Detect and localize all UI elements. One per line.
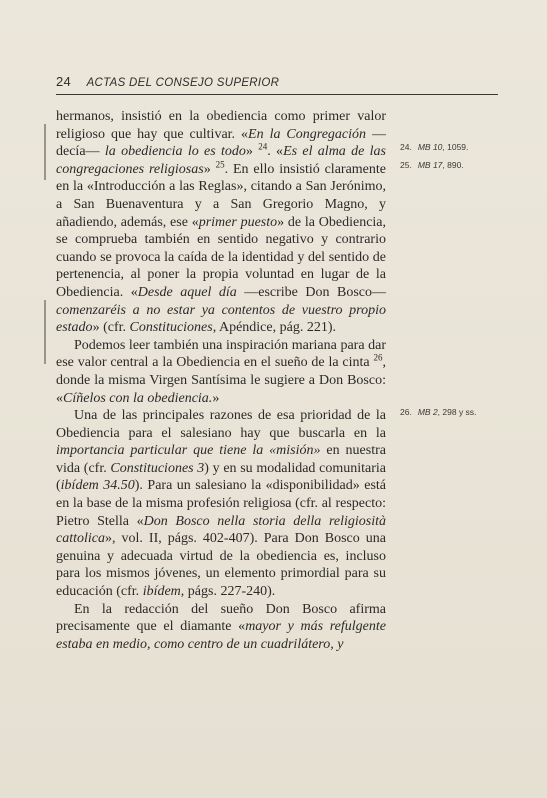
footnote: 25. MB 17, 890.: [400, 160, 464, 170]
paragraph: En la redacción del sueño Don Bosco afirma precisamente que el diamante «mayor y más refulgente estaba en medio, como centro de un cuadrilátero, y: [56, 601, 386, 652]
footnote-ref: 24: [258, 141, 268, 152]
main-text: [56, 108, 386, 653]
paragraph: Podemos leer también una inspiración mariana para dar ese valor central a la Obediencia en el sueño de la cinta $^{26}$, donde la misma Virgen Santísima le sugiere a Don Bosco: «Cíñelos con la obediencia.»: [56, 337, 386, 406]
paragraph: hermanos, insistió en la obediencia como primer valor religioso que hay que cultivar. «En la Congregación —decía— la obediencia lo es todo» $^{24}$. «Es el alma de las congregaciones religiosas» $^{25}$. En ello insistió claramente en la «Introducción a las Reglas», citando a San Jerónimo, a San Buenaventura y a San Gregorio Magno, y añadiendo, además, ese «primer puesto» de la Obediencia, se comprueba también en sentido negativo y contrario cuando se provoca la caída de la identidad y del sentido de pertenencia, al poner la propia voluntad en lugar de la Obediencia. «Desde aquel día —escribe Don Bosco— comenzaréis a no estar ya contentos de vuestro propio estado» (cfr. Constituciones, Apéndice, pág. 221).: [56, 109, 387, 336]
header-rule: [56, 94, 498, 95]
running-head: ACTAS DEL CONSEJO SUPERIOR: [86, 77, 280, 89]
page-number: 24: [56, 74, 72, 89]
footnote: 24. MB 10, 1059.: [400, 142, 469, 152]
footnote-ref: 25: [215, 159, 225, 170]
footnote: 26. MB 2, 298 y ss.: [400, 407, 477, 417]
page-header: [56, 74, 496, 89]
margin-mark: [44, 300, 46, 364]
paragraph: Una de las principales razones de esa prioridad de la Obediencia para el salesiano hay que buscarla en la importancia particular que tiene la «misión» en nuestra vida (cfr. Constituciones 3) y en su modalidad comunitaria (ibídem 34.50). Para un salesiano la «disponibilidad» está en la base de la misma profesión religiosa (cfr. al respecto: Pietro Stella «Don Bosco nella storia della religiosità cattolica», vol. II, págs. 402-407). Para Don Bosco una genuina y adecuada virtud de la obediencia es, incluso para los mismos jóvenes, un elemento primordial para su educación (cfr. ibídem, págs. 227-240).: [56, 408, 386, 600]
footnote-ref: 26: [373, 352, 383, 363]
margin-mark: [44, 124, 46, 180]
